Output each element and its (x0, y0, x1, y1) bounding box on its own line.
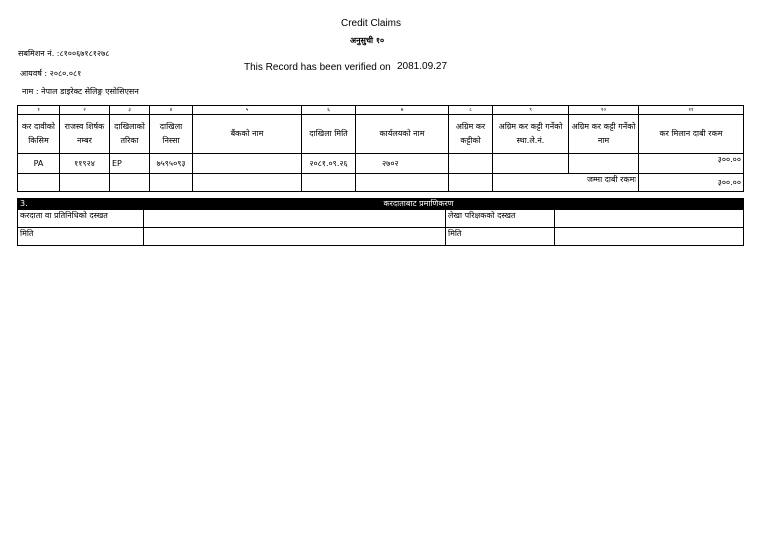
column-header: दाखिला मिति (302, 115, 356, 154)
table-cell: २७०२ (356, 154, 449, 174)
table-cell: ७५९५०९३ (150, 154, 193, 174)
col-number: ८ (449, 106, 493, 115)
fiscal-year: आयवर्ष : २०८०.०८१ (20, 69, 82, 78)
col-number: १ (18, 106, 60, 115)
claims-table (17, 105, 744, 192)
auditor-signature-label: लेखा परिक्षकको दस्खत (446, 210, 555, 228)
date-row (18, 228, 744, 246)
table-row (18, 154, 744, 174)
column-header: अग्रिम कर कट्टी गर्नेको स्था.ले.नं. (493, 115, 569, 154)
submission-number: सबमिशन नं. :८१००६७१८१२७८ (18, 49, 110, 58)
form-title: Credit Claims (341, 18, 402, 29)
col-number: २ (60, 106, 110, 115)
section-number: 3. (18, 199, 144, 210)
total-label: जम्मा दाबी रकमः (493, 174, 639, 192)
schedule-label: अनुसुची १० (350, 36, 385, 45)
verified-text: This Record has been verified on (244, 62, 391, 73)
total-value: ३००.०० (639, 174, 744, 192)
auditor-signature-field (555, 210, 744, 228)
col-number: ६ (302, 106, 356, 115)
column-header: अग्रिम कर कट्टी गर्नेको नाम (569, 115, 639, 154)
certification-header (18, 199, 744, 210)
date-label: मिति (18, 228, 144, 246)
table-cell: ३००.०० (639, 154, 744, 174)
column-number-row (18, 106, 744, 115)
taxpayer-name: नाम : नेपाल डाइरेक्ट सेलिङ्ग एसोसिएसन (22, 87, 139, 96)
col-number: ११ (639, 106, 744, 115)
taxpayer-signature-label: करदाता वा प्रतिनिधिको दस्खत (18, 210, 144, 228)
header-row (18, 115, 744, 154)
certification-table (17, 198, 744, 246)
total-row (18, 174, 744, 192)
table-cell: PA (18, 154, 60, 174)
column-header: कार्यलयको नाम (356, 115, 449, 154)
date-field (555, 228, 744, 246)
table-cell (193, 154, 302, 174)
column-header: दाखिलाको तरिका (110, 115, 150, 154)
table-cell: EP (110, 154, 150, 174)
col-number: ५ (193, 106, 302, 115)
verified-date: 2081.09.27 (397, 61, 448, 72)
column-header: बैंकको नाम (193, 115, 302, 154)
date-label: मिति (446, 228, 555, 246)
col-number: ९ (493, 106, 569, 115)
column-header: राजस्व शिर्षक नम्बर (60, 115, 110, 154)
taxpayer-signature-field (144, 210, 446, 228)
table-cell (449, 154, 493, 174)
column-header: कर मिलान दाबी रकम (639, 115, 744, 154)
table-cell (493, 154, 569, 174)
signature-row (18, 210, 744, 228)
table-cell: २०८१.०९.२६ (302, 154, 356, 174)
col-number: ७ (356, 106, 449, 115)
col-number: ३ (110, 106, 150, 115)
column-header: दाखिला निस्सा (150, 115, 193, 154)
column-header: कर दावीको किसिम (18, 115, 60, 154)
table-cell (569, 154, 639, 174)
table-cell: ११९२४ (60, 154, 110, 174)
column-header: अग्रिम कर कट्टीको (449, 115, 493, 154)
section-heading: करदाताबाट प्रमाणिकरण (144, 199, 744, 210)
col-number: ४ (150, 106, 193, 115)
col-number: १० (569, 106, 639, 115)
date-field (144, 228, 446, 246)
